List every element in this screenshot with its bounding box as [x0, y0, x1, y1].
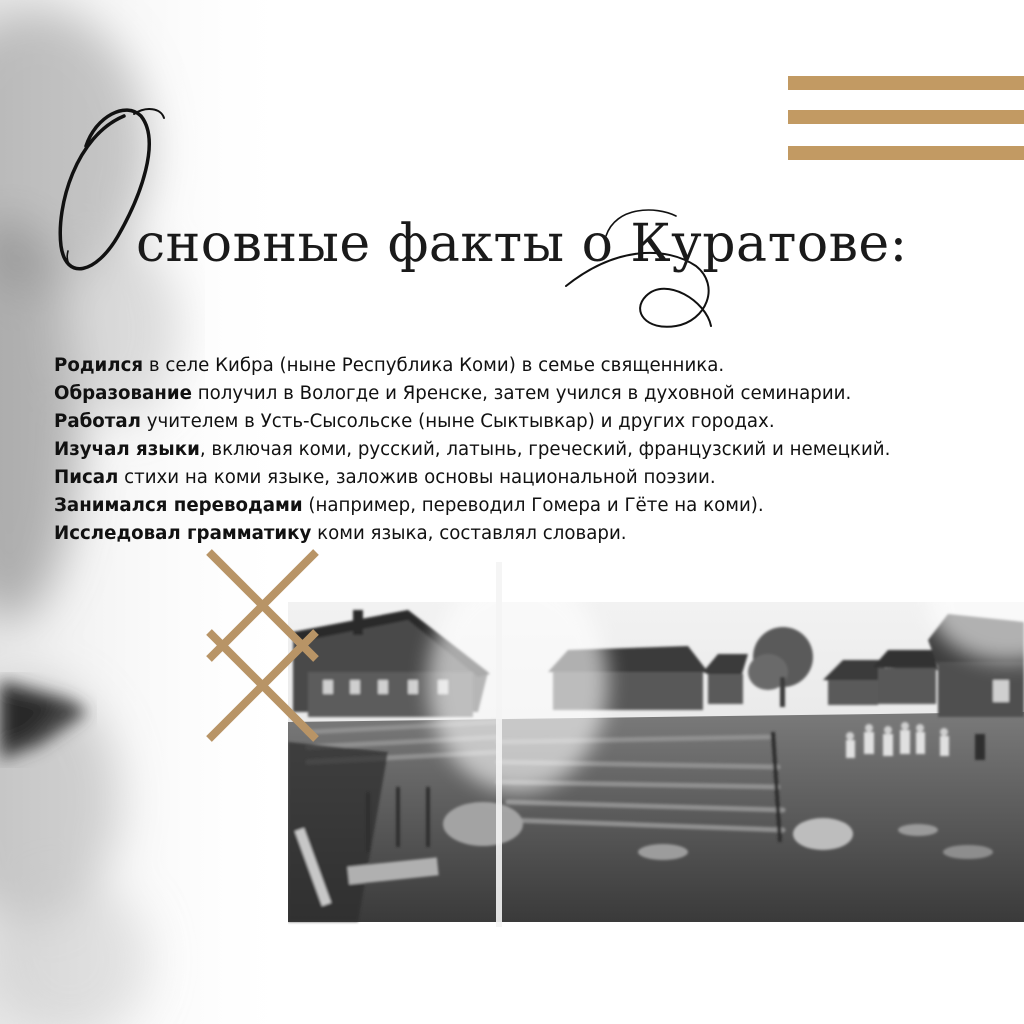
fact-bold: Изучал языки [54, 439, 200, 460]
page-title [56, 96, 916, 346]
fact-bold: Занимался переводами [54, 495, 303, 516]
fact-text: учителем в Усть-Сысольске (ныне Сыктывкар) и других городах. [140, 411, 775, 432]
fact-text: стихи на коми языке, заложив основы национальной поэзии. [118, 467, 716, 488]
fact-bold: Родился [54, 355, 144, 376]
fact-text: коми языка, составлял словари. [311, 523, 627, 544]
facts-list [54, 352, 1014, 548]
fact-text: , включая коми, русский, латынь, греческий, французский и немецкий. [199, 439, 891, 460]
fact-bold: Писал [54, 467, 119, 488]
fact-item [54, 520, 1014, 548]
fact-text: (например, переводил Гомера и Гёте на коми). [302, 495, 764, 516]
fact-text: получил в Вологде и Яренске, затем учился в духовной семинарии. [191, 383, 852, 404]
fact-item [54, 492, 1014, 520]
gold-rune-decoration [205, 548, 320, 743]
fact-item [54, 436, 1014, 464]
fact-item [54, 464, 1014, 492]
village-photo [268, 562, 1024, 927]
fact-item [54, 380, 1014, 408]
fact-item [54, 352, 1014, 380]
fact-bold: Исследовал грамматику [54, 523, 312, 544]
title-text [136, 214, 908, 274]
fact-text: в селе Кибра (ныне Республика Коми) в семье священника. [143, 355, 725, 376]
fact-bold: Работал [54, 411, 141, 432]
fact-item [54, 408, 1014, 436]
title-rest: сновные факты о Куратове: [136, 214, 908, 274]
fact-bold: Образование [54, 383, 192, 404]
